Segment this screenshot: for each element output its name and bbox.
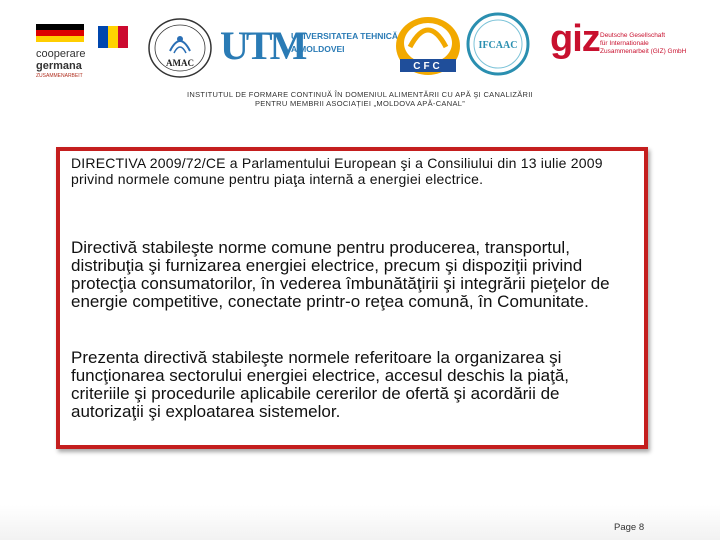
cooperare-germana-logo	[36, 24, 126, 79]
cfc-text: CFC	[413, 61, 443, 72]
giz-sub-line2: für Internationale	[600, 40, 649, 47]
cooperare-text: cooperare	[36, 48, 86, 60]
moldova-flag-icon	[98, 26, 128, 48]
giz-sub-line3: Zusammenarbeit (GIZ) GmbH	[600, 48, 687, 55]
giz-mark: giz	[550, 18, 600, 60]
utm-mark: UTM	[220, 23, 305, 68]
giz-logo	[550, 18, 700, 70]
germana-text: germana	[36, 60, 82, 72]
cfc-logo	[394, 15, 462, 77]
germany-flag-icon	[36, 24, 84, 42]
amac-text: AMAC	[166, 58, 194, 68]
directive-paragraph-1: Directivă stabileşte norme comune pentru producerea, transportul, distribuţia şi furnizarea energiei electrice, precum şi dispoziţii privind protecţia consumatorilor, în vederea îmbunătăţirii şi integrării pieţelor de energie competitive, conectate printr-o reţea comună, în Comunitate.	[71, 238, 610, 311]
institute-header-line1: INSTITUTUL DE FORMARE CONTINUĂ ÎN DOMENIUL ALIMENTĂRII CU APĂ ŞI CANALIZĂRII	[186, 90, 534, 99]
coop-tagline: ZUSAMMENARBEIT	[36, 73, 83, 79]
content-box	[56, 147, 648, 449]
utm-logo	[220, 23, 399, 68]
ifcaac-text: IFCAAC	[478, 40, 518, 51]
giz-subtitle	[600, 32, 686, 56]
ifcaac-logo	[466, 12, 530, 76]
footer-band	[0, 505, 720, 540]
directive-paragraph-2: Prezenta directivă stabileşte normele referitoare la organizarea şi funcţionarea sectorului energiei electrice, accesul deschis la piaţă, criteriile şi procedurile aplicabile cererilor de ofertă şi acordării de autorizaţii şi exploatarea sistemelor.	[71, 348, 569, 421]
ifcaac-emblem-icon	[466, 12, 530, 76]
amac-seal-icon	[146, 17, 214, 79]
utm-name	[291, 30, 398, 56]
cfc-emblem-icon	[394, 15, 462, 77]
institute-header-line2: PENTRU MEMBRII ASOCIAȚIEI „MOLDOVA APĂ-CANAL”	[254, 99, 466, 108]
page-number: Page 8	[614, 522, 645, 533]
logo-bar	[0, 0, 720, 90]
utm-name-line2: A MOLDOVEI	[291, 44, 345, 54]
directive-title: DIRECTIVA 2009/72/CE a Parlamentului European şi a Consiliului din 13 iulie 2009 privind normele comune pentru piaţa internă a energiei electrice.	[71, 155, 603, 187]
giz-sub-line1: Deutsche Gesellschaft	[600, 32, 666, 39]
amac-logo	[146, 17, 214, 79]
utm-name-line1: UNIVERSITATEA TEHNICĂ	[291, 31, 399, 41]
